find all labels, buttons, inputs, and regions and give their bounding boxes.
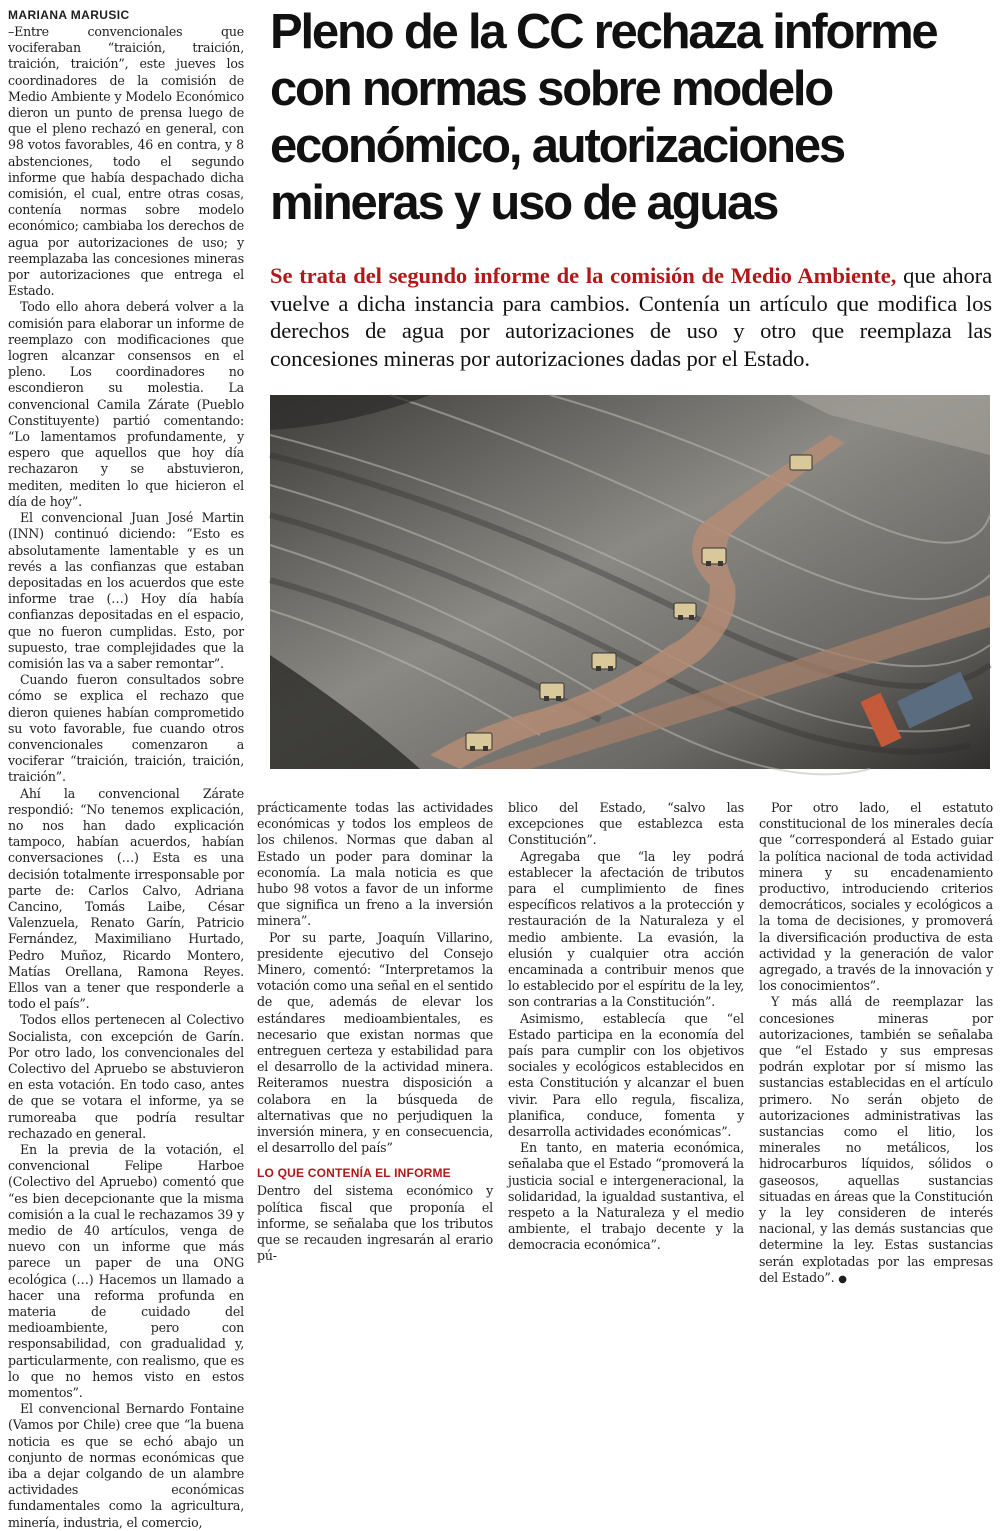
mine-photo [270, 395, 990, 769]
deck-text: que ahora vuelve a dicha instancia para cambios. Contenía un artículo que modifica los derechos de agua por autorizaciones de uso y otro que reemplaza las concesiones mineras por autorizaciones dadas por el Estado. [270, 263, 993, 371]
paragraph: Ahí la convencional Zárate respondió: “No tenemos explicación, no nos han dado explicación tampoco, habían acuerdos, habían conversaciones (…) Esta es una decisión totalmente irresponsable por parte de: Carlos Calvo, Adriana Cancino, Tomás Laibe, César Valenzuela, Renato Garín, Patricio Fernández, Maximiliano Hurtado, Pedro Muñoz, Ricardo Montero, Matías Orellana, Ramona Reyes. Ellos van a tener que responderle a todo el país”. [8, 785, 244, 1012]
deck-highlight: Se trata del segundo informe de la comisión de Medio Ambiente, [270, 263, 897, 288]
article-column-1 [8, 8, 244, 1530]
paragraph: El convencional Juan José Martin (INN) continuó diciendo: “Esto es absolutamente lamentable y es un revés a las confianzas que estaban depositadas en los acuerdos que este informe trae (…) Hoy día había confianzas depositadas en el espacio, que no fueron cumplidas. Esto, por supuesto, trae complejidades que la comisión las va a saber remontar”. [8, 510, 244, 671]
paragraph: –Entre convencionales que vociferaban “traición, traición, traición, traición”, este jueves los coordinadores de la comisión de Medio Ambiente y Modelo Económico dieron un punto de prensa luego de que el pleno rechazó en general, con 98 votos favorables, 46 en contra, y 8 abstenciones, todo el segundo informe que había despachado dicha comisión, el cual, entre otras cosas, contenía normas sobre modelo económico; cambiaba los derechos de agua por autorizaciones de uso; y reemplazaba las concesiones mineras por autorizaciones que entrega el Estado. [8, 24, 244, 299]
paragraph-text: Y más allá de reemplazar las concesiones mineras por autorizaciones, también se señalaba que “el Estado y sus empresas podrán explotar por sí mismo las sustancias establecidas en el artículo primero. No serán objeto de autorizaciones administrativas las sustancias como el litio, los minerales no metálicos, los hidrocarburos líquidos, sólidos o gaseosos, aquellas sustancias situadas en áreas que la Constitución y la ley consideren de interés nacional, y las demás sustancias que determine la ley. Estas sustancias serán explotadas por las empresas del Estado”. [759, 994, 993, 1285]
paragraph: Cuando fueron consultados sobre cómo se explica el rechazo que dieron quienes habían comprometido su voto favorable, fue cuando otros convencionales comenzaron a vociferar “traición, traición, traición, traición”. [8, 672, 244, 785]
headline: Pleno de la CC rechaza informe con normas sobre modelo económico, autorizaciones mineras y uso de aguas [270, 5, 937, 230]
paragraph: Por otro lado, el estatuto constitucional de los minerales decía que “corresponderá al Estado guiar la política nacional de toda actividad minera y su encadenamiento productivo, introduciendo criterios democráticos, sociales y ecológicos a la toma de decisiones, y promoverá la diversificación productiva de esta actividad y la generación de valor agregado, a través de la innovación y los conocimientos”. [759, 800, 993, 994]
byline: MARIANA MARUSIC [8, 8, 130, 22]
end-mark-icon: ● [838, 1273, 847, 1285]
section-heading: LO QUE CONTENÍA EL INFORME [257, 1166, 451, 1181]
paragraph: Todo ello ahora deberá volver a la comisión para elaborar un informe de reemplazo con modificaciones que logren alcanzar consensos en el pleno. Los coordinadores no escondieron su molestia. La convencional Camila Zárate (Pueblo Constituyente) partió comentando: “Lo lamentamos profundamente, y espero que aquellos que hoy día rechazaron y se abstuvieron, mediten, mediten lo que hicieron el día de hoy”. [8, 299, 244, 509]
paragraph: Dentro del sistema económico y política fiscal que proponía el informe, se señalaba que los tributos que se recauden ingresarán al erario pú- [257, 1183, 493, 1264]
article-column-3 [508, 800, 744, 1253]
paragraph: Todos ellos pertenecen al Colectivo Socialista, con excepción de Garín. Por otro lado, los convencionales del Colectivo del Apruebo se abstuvieron en esta votación. En todo caso, antes de que se votara el informe, ya se rumoreaba que podría resultar rechazado en general. [8, 1012, 244, 1141]
paragraph: En tanto, en materia económica, señalaba que el Estado “promoverá la justicia social e intergeneracional, la solidaridad, la igualdad sustantiva, el respeto a la Naturaleza y el medio ambiente, el trabajo decente y la democracia económica”. [508, 1140, 744, 1253]
mine-photo-illustration [270, 395, 990, 769]
paragraph: Asimismo, establecía que “el Estado participa en la economía del país para cumplir con los objetivos sociales y ecológicos establecidos en esta Constitución y alcanzar el buen vivir. Para ello regula, fiscaliza, planifica, conduce, fomenta y desarrolla actividades económicas”. [508, 1010, 744, 1140]
deck [270, 262, 992, 372]
paragraph [759, 994, 993, 1288]
paragraph: blico del Estado, “salvo las excepciones que establezca esta Constitución”. [508, 800, 744, 848]
paragraph: El convencional Bernardo Fontaine (Vamos por Chile) cree que “la buena noticia es que se echó abajo un conjunto de normas económicas que iba a dejar colgando de un alambre actividades económicas fundamentales como la agricultura, minería, industria, el comercio, [8, 1401, 244, 1530]
article-column-4 [759, 800, 993, 1285]
paragraph: prácticamente todas las actividades económicas y todos los empleos de los chilenos. Normas que daban al Estado un poder para dominar la economía. La mala noticia es que hubo 98 votos a favor de un informe que significa un freno a la inversión minera”. [257, 800, 493, 929]
article-column-2 [257, 800, 493, 1264]
paragraph: En la previa de la votación, el convencional Felipe Harboe (Colectivo del Apruebo) comentó que “es bien decepcionante que la misma comisión a la cual le rechazamos 39 y medio de 40 artículos, venga de nuevo con un informe que más parece un paper de una ONG ecológica (…) Hacemos un llamado a hacer una reforma profunda en materia de cuidado del medioambiente, pero con responsabilidad, con gradualidad y, particularmente, con realismo, que es lo que no hemos visto en estos momentos”. [8, 1142, 244, 1401]
paragraph: Agregaba que “la ley podrá establecer la afectación de tributos para el cumplimiento de fines específicos relativos a la protección y restauración de la Naturaleza y el medio ambiente. La evasión, la elusión y cualquier otra acción encaminada a contribuir menos que lo establecido por el espíritu de la ley, son contrarias a la Constitución”. [508, 848, 744, 1010]
paragraph: Por su parte, Joaquín Villarino, presidente ejecutivo del Consejo Minero, comentó: “Interpretamos la votación como una señal en el sentido de que, además de elevar los estándares medioambientales, es necesario que existan normas que entreguen certeza y estabilidad para el desarrollo de la actividad minera. Reiteramos nuestra disposición a colabora en la búsqueda de alternativas que no perjudiquen la inversión minera, y en consecuencia, el desarrollo del país” [257, 929, 493, 1156]
